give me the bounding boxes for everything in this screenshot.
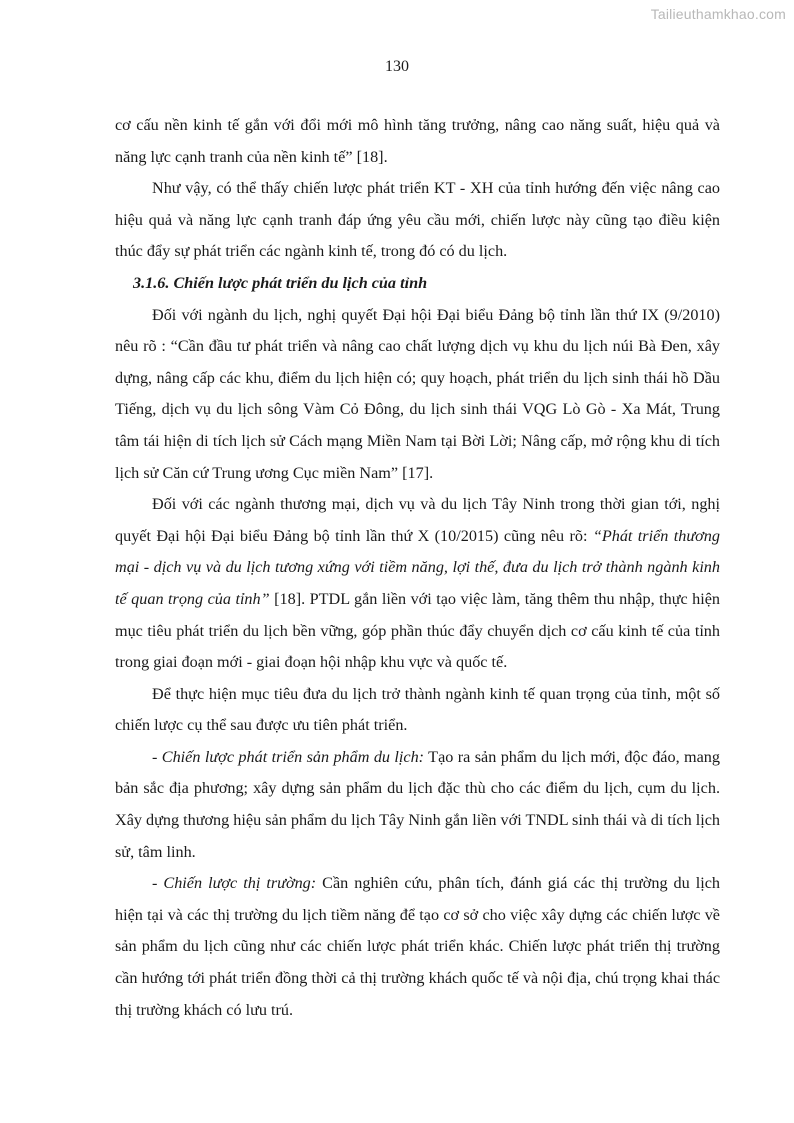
paragraph-4-quote: “Phát triển thương mại - dịch vụ và du lịch tương xứng với tiềm năng, lợi thế, đưa du lịch trở thành ngành kinh tế quan trọng của tỉnh”	[115, 526, 720, 608]
paragraph-6-text: Tạo ra sản phẩm du lịch mới, độc đáo, mang bản sắc địa phương; xây dựng sản phẩm du lịch đặc thù cho các điểm du lịch, cụm du lịch. Xây dựng thương hiệu sản phẩm du lịch Tây Ninh gắn liền với TNDL sinh thái và di tích lịch sử, tâm linh.	[115, 747, 720, 861]
paragraph-4-rest: [18]. PTDL gắn liền với tạo việc làm, tăng thêm thu nhập, thực hiện mục tiêu phát triển du lịch bền vững, góp phần thúc đẩy chuyển dịch cơ cấu kinh tế của tỉnh trong giai đoạn mới - giai đoạn hội nhập khu vực và quốc tế.	[115, 589, 721, 672]
paragraph-1: cơ cấu nền kinh tế gắn với đổi mới mô hình tăng trưởng, nâng cao năng suất, hiệu quả và năng lực cạnh tranh của nền kinh tế” [18].	[115, 116, 720, 166]
paragraph-6	[115, 742, 720, 868]
paragraph-7-text: Cần nghiên cứu, phân tích, đánh giá các thị trường du lịch hiện tại và các thị trường du lịch tiềm năng để tạo cơ sở cho việc xây dựng các chiến lược về sản phẩm du lịch cũng như các chiến lược phát triển khác. Chiến lược phát triển thị trường cần hướng tới phát triển đồng thời cả thị trường khách quốc tế và nội địa, chú trọng khai thác thị trường khách có lưu trú.	[115, 874, 721, 1019]
paragraph-4	[115, 489, 720, 679]
paragraph-5: Để thực hiện mục tiêu đưa du lịch trở thành ngành kinh tế quan trọng của tỉnh, một số chiến lược cụ thể sau được ưu tiên phát triển.	[115, 684, 720, 735]
section-heading: 3.1.6. Chiến lược phát triển du lịch của tỉnh	[133, 273, 428, 292]
paragraph-7-label: - Chiến lược thị trường:	[152, 874, 317, 893]
document-body	[115, 110, 720, 1026]
page-number: 130	[385, 58, 409, 75]
paragraph-4-intro: Đối với các ngành thương mại, dịch vụ và du lịch Tây Ninh trong thời gian tới, nghị quyết Đại hội Đại biểu Đảng bộ tỉnh lần thứ X (10/2015) cũng nêu rõ:	[115, 495, 720, 545]
paragraph-3: Đối với ngành du lịch, nghị quyết Đại hội Đại biểu Đảng bộ tỉnh lần thứ IX (9/2010) nêu rõ : “Cần đầu tư phát triển và nâng cao chất lượng dịch vụ khu du lịch núi Bà Đen, xây dựng, nâng cấp các khu, điểm du lịch hiện có; quy hoạch, phát triển du lịch sinh thái hồ Dầu Tiếng, dịch vụ du lịch sông Vàm Cỏ Đông, du lịch sinh thái VQG Lò Gò - Xa Mát, Trung tâm tái hiện di tích lịch sử Cách mạng Miền Nam tại Bời Lời; Nâng cấp, mở rộng khu di tích lịch sử Căn cứ Trung ương Cục miền Nam” [17].	[115, 305, 720, 482]
paragraph-7	[115, 868, 720, 1026]
paragraph-2: Như vậy, có thể thấy chiến lược phát triển KT - XH của tỉnh hướng đến việc nâng cao hiệu quả và năng lực cạnh tranh đáp ứng yêu cầu mới, chiến lược này cũng tạo điều kiện thúc đẩy sự phát triển các ngành kinh tế, trong đó có du lịch.	[115, 179, 720, 261]
paragraph-6-label: - Chiến lược phát triển sản phẩm du lịch:	[152, 747, 425, 766]
watermark-text: Tailieuthamkhao.com	[650, 6, 786, 22]
